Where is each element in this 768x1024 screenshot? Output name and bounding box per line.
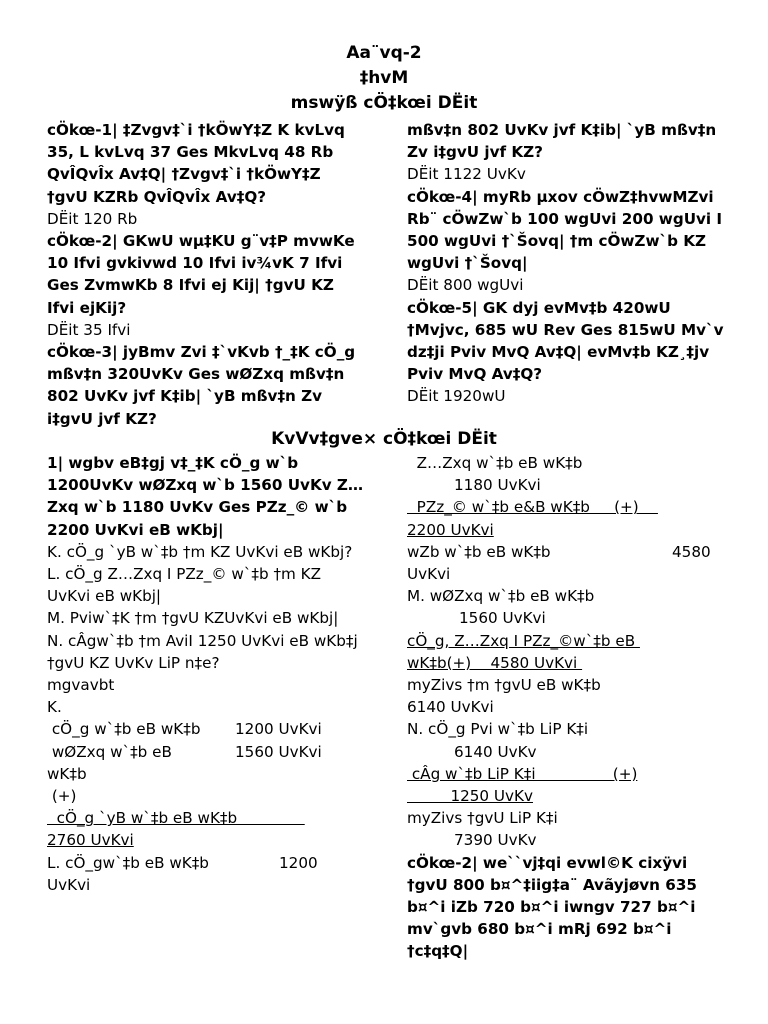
- solution-underline: cÖ_g, Z…Zxq I PZz_©w`‡b eB: [407, 631, 640, 650]
- solution-line: myZivs †m †gvU eB wK‡b: [407, 676, 601, 695]
- short-question-2: cÖkœ-2| GKwU wµ‡KU g¨v‡P mvwKe 10 Ifvi gvkivwd 10 Ifvi iv¾vK 7 Ifvi Ges ZvmwKb 8 Ifvi ej Kij| †gvU KZ Ifvi ejKij?: [47, 232, 355, 317]
- solution-line: myZivs †gvU LiP K‡i: [407, 809, 558, 828]
- solution-line: UvKvi: [47, 875, 91, 894]
- short-question-1: cÖkœ-1| ‡Zvgv‡`i †kÖwY‡Z K kvLvq 35, L kvLvq 37 Ges MkvLvq 48 Rb QvÎQvÎx Av‡Q| †Zvgv‡`i †kÖwY‡Z †gvU KZRb QvÎQvÎx Av‡Q?: [47, 121, 345, 206]
- solution-total: wK‡b(+) 4580 UvKvi: [407, 653, 583, 672]
- solution-total: 2760 UvKvi: [47, 831, 134, 850]
- solution-label: mgvavbt: [47, 676, 115, 695]
- solution-line: UvKvi: [407, 565, 451, 583]
- solution-underline: PZz_© w`‡b e&B wK‡b (+): [407, 498, 658, 517]
- section-heading-structured: KvVv‡gve× cÖ‡kœi DËit: [271, 429, 497, 449]
- sub-question-ga: M. Pviw`‡K †m †gvU KZUvKvi eB wKbj|: [47, 609, 339, 628]
- solution-total: 1250 UvKv: [407, 787, 533, 806]
- sub-question-gha: N. cÂgw`‡b †m AviI 1250 UvKvi eB wKb‡j †gvU KZ UvKv LiP n‡e?: [47, 631, 358, 672]
- short-answer-1: DËit 120 Rb: [47, 209, 138, 228]
- solution-line: 7390 UvKv: [454, 831, 537, 850]
- solution-line: 6140 UvKv: [454, 742, 537, 761]
- structured-left-column: [47, 452, 365, 896]
- solution-line: Z…Zxq w`‡b eB wK‡b: [407, 454, 583, 472]
- section-heading-short: mswÿß cÖ‡kœi DËit: [290, 93, 478, 113]
- solution-underline: cÂg w`‡b LiP K‡i (+): [407, 764, 638, 783]
- short-qa-left-column: [47, 119, 365, 428]
- solution-ka-label: K.: [47, 698, 62, 717]
- chapter-title: Aa¨vq-2: [346, 43, 422, 63]
- solution-line: N. cÖ_g Pvi w`‡b LiP K‡i: [407, 720, 589, 739]
- solution-line: L. cÖ_gw`‡b eB wK‡b 1200: [47, 853, 318, 872]
- short-question-5: cÖkœ-5| GK dyj evMv‡b 420wU †Mvjvc, 685 wU Rev Ges 815wU Mv`v dz‡ji Pviv MvQ Av‡Q| evMv‡b KZ¸‡jv Pviv MvQ Av‡Q?: [407, 298, 724, 384]
- short-answer-3: DËit 1122 UvKv: [407, 165, 526, 184]
- solution-line: M. wØZxq w`‡b eB wK‡b: [407, 587, 595, 606]
- solution-line: wK‡b: [47, 764, 87, 783]
- short-answer-4: DËit 800 wgUvi: [407, 276, 524, 295]
- structured-right-column: [407, 452, 725, 963]
- solution-total: 2200 UvKvi: [407, 520, 494, 539]
- short-question-3-cont: mßv‡n 802 UvKv jvf K‡ib| `yB mßv‡n Zv i‡gvU jvf KZ?: [407, 121, 717, 162]
- short-question-4: cÖkœ-4| myRb µxov cÖwZ‡hvwMZvi Rb¨ cÖwZw`b 100 wgUvi 200 wgUvi I 500 wgUvi †`Šovq| †m cÖwZw`b KZ wgUvi †`Šovq|: [407, 187, 723, 273]
- structured-question-1: 1| wgbv eB‡gj v‡_‡K cÖ_g w`b 1200UvKv wØZxq w`b 1560 UvKv Z…Zxq w`b 1180 UvKv Ges PZz_© w`b 2200 UvKvi eB wKbj|: [47, 454, 364, 539]
- solution-line: 1560 UvKvi: [459, 609, 546, 628]
- solution-line: wZb w`‡b eB wK‡b 4580: [407, 542, 711, 561]
- sub-question-ka: K. cÖ_g `yB w`‡b †m KZ UvKvi eB wKbj?: [47, 542, 353, 561]
- solution-line: cÖ_g w`‡b eB wK‡b 1200 UvKvi: [47, 720, 322, 739]
- sub-question-kha: L. cÖ_g Z…Zxq I PZz_© w`‡b †m KZ UvKvi eB wKbj|: [47, 565, 322, 606]
- short-qa-right-column: [407, 119, 725, 408]
- solution-line: wØZxq w`‡b eB 1560 UvKvi: [47, 742, 322, 761]
- solution-underline: cÖ_g `yB w`‡b eB wK‡b: [47, 809, 305, 828]
- short-answer-2: DËit 35 Ifvi: [47, 320, 131, 339]
- short-question-3: cÖkœ-3| jyBmv Zvi ‡`vKvb †_‡K cÖ_g mßv‡n 320UvKv Ges wØZxq mßv‡n 802 UvKv jvf K‡ib| `yB mßv‡n Zv i‡gvU jvf KZ?: [47, 343, 356, 428]
- short-answer-5: DËit 1920wU: [407, 387, 506, 406]
- plus-sign: (+): [47, 787, 77, 806]
- solution-line: 6140 UvKvi: [407, 698, 494, 717]
- solution-line: 1180 UvKvi: [454, 476, 541, 495]
- structured-question-2: cÖkœ-2| we``vj‡qi evwl©K cixÿvi †gvU 800 b¤^‡iig‡a¨ Avãyjøvn 635 b¤^i iZb 720 b¤^i iwngv 727 b¤^i mv`gvb 680 b¤^i mRj 692 b¤^i †c‡q‡Q|: [407, 853, 697, 961]
- subject-title: ‡hvM: [359, 68, 409, 88]
